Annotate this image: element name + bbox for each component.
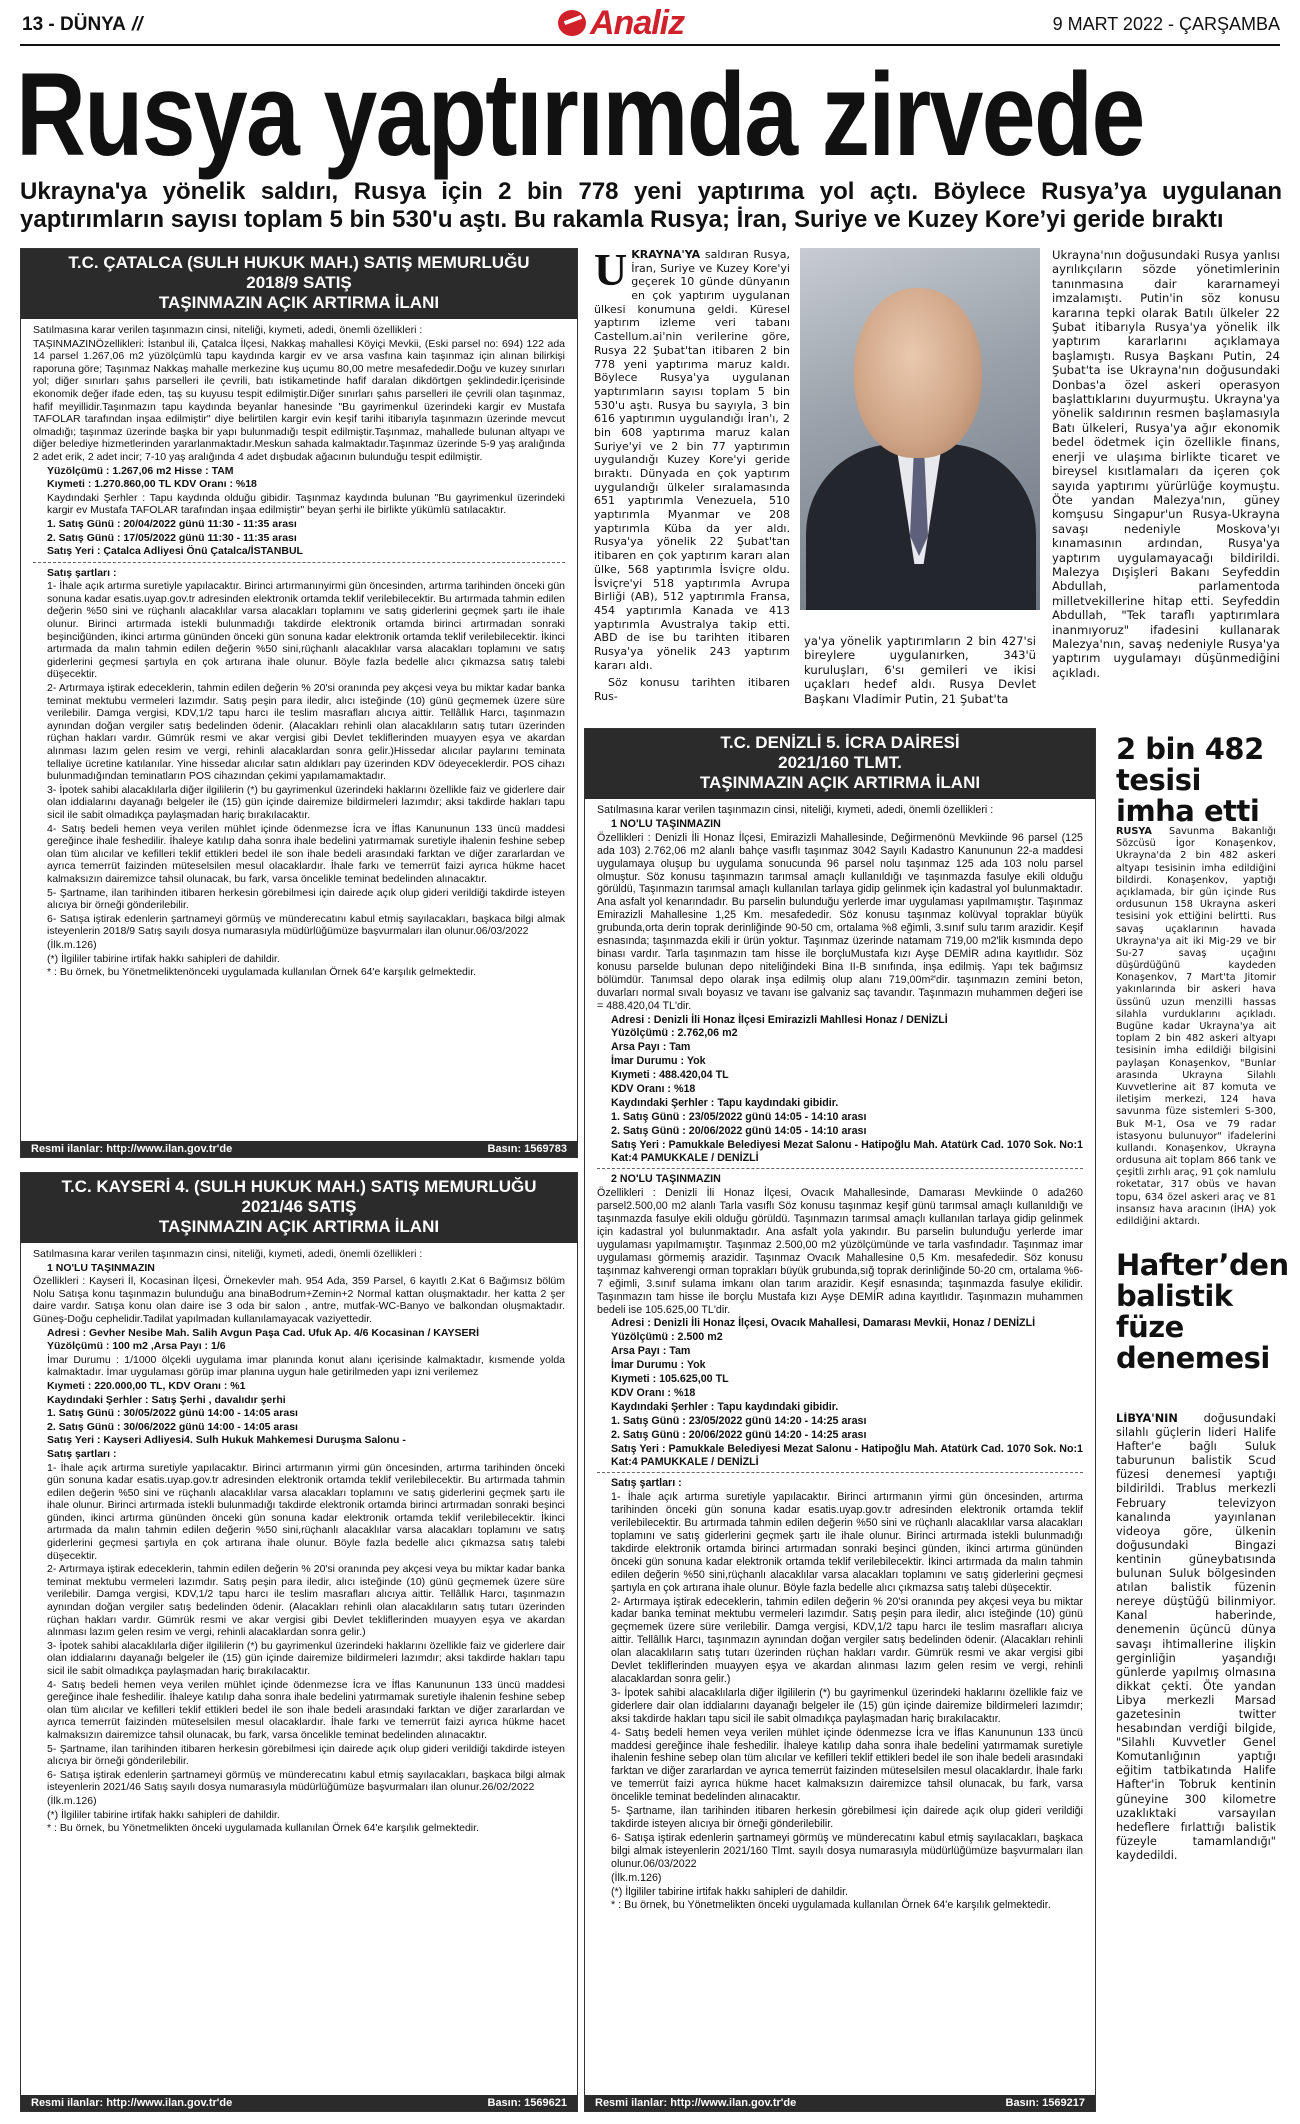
notice-field: İmar Durumu : Yok — [611, 1055, 706, 1068]
notice-field: Adresi : Denizli İli Honaz İlçesi, Ovacık Mahallesi, Damarası Mevkii, Honaz / DENİZLİ — [611, 1317, 1036, 1330]
notice-note: * : Bu örnek, bu Yönetmeliktenönceki uygulamada kullanılan Örnek 64'e karşılık gelmektedir. — [47, 966, 477, 979]
notice-item-title: 1 NO'LU TAŞINMAZIN — [611, 817, 721, 830]
notice-footer-code: Basın: 1569217 — [1005, 2097, 1085, 2109]
notice-field: Satış Yeri : Çatalca Adliyesi Önü Çatalca/İSTANBUL — [47, 545, 303, 558]
condition-item: 1- İhale açık artırma suretiyle yapılacaktır. Birinci artırmanınyirmi gün öncesinden, artırma tarihinden önceki gün sonuna kadar esatis.uyap.gov.tr adresinden elektronik ortamda teklif verilebilecektir. Bu artırmada tahmin edilen değerin %50 sini ve rüçhanlı alacaklılar varsa alacakları toplamını ve satış giderlerini geçmek şartı ile ihale olunur. Birinci artırmada istekli bulunmadığı takdirde elektronik ortamda birinci artırmadan sonraki beşinciğünden, ikinci artırma gününden önceki gün sonuna kadar elektronik ortamda teklif verilebilecektir. İkinci artırmada da malın tahmin edilen değerin %50 sini,rüçhanlı alacaklılar varsa alacakları toplamını ve satış giderlerini geçmesi şartıyla en çok artırana ihale olunur. Böyle fazla bedelle alıcı çıkmazsa satış talebi düşecektir. — [47, 580, 565, 681]
page-section-label — [22, 14, 142, 36]
notice-field: Kaydındaki Şerhler : Tapu kaydındaki gibidir. — [611, 1096, 839, 1109]
notice-title-line: TAŞINMAZIN AÇIK ARTIRMA İLANI — [158, 293, 440, 312]
side-story-paragraph — [1116, 826, 1276, 1228]
side-story-text: Savunma Bakanlığı Sözcüsü İgor Konaşenkov, Ukrayna'da 2 bin 482 askeri altyapı tesisinin imha edildiğini bildirdi. Konaşenkov, yaptığı açıklamada, bir gün içinde Rus ordusunun 158 Ukrayna askeri tesisini yok ettiğini belirtti. Rus savaş uçaklarının havada Ukrayna'ya ait iki Mig-29 ve bir Su-27 savaş uçağını düşürdüğünü kaydeden Konaşenkov, 7 Mart'ta Jitomir yakınlarında bir askeri hava üssünü uzun menzilli hassas silahla vurduklarını açıkladı. Bugüne kadar Ukrayna'ya ait toplam 2 bin 482 askeri altyapı tesisinin imha edildiği bilgisini paylaşan Konaşenkov, "Bunlar arasında Ukrayna Silahlı Kuvvetlerine ait 87 komuta ve iletişim merkezi, 124 hava savunma füze sistemleri S-300, Buk M-1, Osa ve 79 radar istasyonu bulunuyor" ifadelerini kullandı. Konaşenkov, Ukrayna ordusuna ait toplam 866 tank ve çeşitli zırhlı araç, 91 çok namlulu roketatar, 317 obüs ve havan topu, 634 özel askeri araç ve 81 insansız hava aracının (İHA) yok edildiğini aktardı. — [1116, 826, 1276, 1227]
notice-field: Kaydındaki Şerhler : Satış Şerhi , davalıdır şerhi — [47, 1393, 286, 1406]
condition-item: 1- İhale açık artırma suretiyle yapılacaktır. Birinci artırmanın yirmi gün öncesinden, artırma tarihinden önceki gün sonuna kadar esatis.uyap.gov.tr adresinden elektronik ortamda teklif verilebilecektir. Bu artırmada tahmin edilen değerin %50 sini ve rüçhanlı alacaklılar varsa alacakları toplamını ve satış giderlerini geçmek şartı ile ihale olunur. Birinci artırmada istekli bulunmadığı takdirde elektronik ortamda birinci artırmadan sonraki beşinci günden, ikinci artırma gününden önceki gün sonuna kadar elektronik ortamda teklif verilebilecektir. İkinci artırmada da malın tahmin edilen değerin %50 sini,rüçhanlı alacaklılar varsa alacakları toplamını ve satış giderlerini geçmesi şartıyla en çok artırana ihale olunur. Böyle fazla bedelle alıcı çıkmazsa satış talebi düşecektir. — [611, 1491, 1083, 1594]
logo-wordmark: Analiz — [590, 4, 685, 42]
notice-field: 2. Satış Günü : 20/06/2022 günü 14:20 - 14:25 arası — [611, 1428, 867, 1441]
notice-note: (*) İlgililer tabirine irtifak hakkı sahipleri de dahildir. — [47, 952, 280, 965]
slash-decoration: // — [131, 14, 143, 35]
notice-field: Arsa Payı : Tam — [611, 1041, 691, 1054]
article-column-3 — [1052, 248, 1280, 718]
notice-intro: Satılmasına karar verilen taşınmazın cinsi, niteliği, kıymeti, adedi, önemli özellikleri : — [597, 804, 994, 816]
condition-item: 5- Şartname, ilan tarihinden itibaren herkesin görebilmesi için dairede açık olup gideri verildiği takdirde isteyen alıcıya bir örneği gönderilebilir. — [47, 1742, 565, 1768]
condition-item: 6- Satışa iştirak edenlerin şartnameyi görmüş ve münderecatını kabul etmiş sayılacakları, başkaca bilgi almak isteyenlerin 2018/9 Satış sayılı dosya numarasıyla müdürlüğümüze başvurmaları ilan olunur.06/03/2022 — [47, 912, 565, 938]
notice-title-line: T.C. KAYSERİ 4. (SULH HUKUK MAH.) SATIŞ MEMURLUĞU — [61, 1177, 537, 1196]
notice-field: İmar Durumu : 1/1000 ölçekli uygulama imar planında konut alanı içerisinde kalmaktadır, kısmende yolda kalmaktadır. İmar uygulaması görüp imar planına uygun hale getirilmeden yapı izni verilemez — [47, 1353, 565, 1379]
article-text: saldıran Rusya, İran, Suriye ve Kuzey Kore'yi geçerek 10 günde dünyanın en çok yaptırım uygulanan ülkesi konumuna geldi. Küresel yaptırım izleme veri tabanı Castellum.ai'nin verilerine göre, Rusya 22 Şubat'tan itibaren 2 bin 778 yeni yaptırıma maruz kaldı. Böylece Rusya'ya uygulanan yaptırımların sayısı toplam 5 bin 530'u aştı. Rusya bu sayıyla, 3 bin 616 yaptırımın uygulandığı İran'ı, 2 bin 608 yaptırıma maruz kalan Suriye'yi ve 2 bin 77 yaptırımın uygulandığı Kuzey Kore'yi geride bıraktı. Dünyada en çok yaptırım uygulandığı ülkeler sıralamasında 651 yaptırımla Venezuela, 510 yaptırımla Myanmar ve 208 yaptırımla Küba da yer aldı. Rusya'ya yönelik 22 Şubat'tan itibaren en çok yaptırım kararı alan ülke, 568 yaptırımla İsviçre oldu. İsviçre'yi 518 yaptırımla Avrupa Birliği (AB), 512 yaptırımla Fransa, 454 yaptırımla Kanada ve 413 yaptırımla Avustralya takip etti. ABD de ise bu tarihten itibaren Rusya'ya yönelik 243 yaptırım kararı aldı. — [594, 248, 790, 672]
notice-intro: Satılmasına karar verilen taşınmazın cinsi, niteliği, kıymeti, adedi, önemli özellikleri : — [33, 324, 423, 336]
notice-footer-url: Resmi ilanlar: http://www.ilan.gov.tr'de — [31, 1143, 233, 1155]
page-label: 13 - DÜNYA — [22, 14, 126, 35]
notice-field: 1. Satış Günü : 23/05/2022 günü 14:20 - 14:25 arası — [611, 1414, 867, 1427]
side-story-paragraph — [1116, 1412, 1276, 1863]
notice-field: Kıymeti : 220.000,00 TL, KDV Oranı : %1 — [47, 1379, 246, 1392]
divider — [597, 1168, 1083, 1169]
notice-title-line: TAŞINMAZIN AÇIK ARTIRMA İLANI — [699, 773, 981, 792]
divider — [597, 1472, 1083, 1473]
legal-notice-kayseri — [20, 1172, 578, 2112]
notice-footer — [21, 2095, 577, 2111]
newspaper-logo — [558, 6, 748, 40]
notice-field: Kıymeti : 488.420,04 TL — [611, 1069, 729, 1082]
notice-description: Özellikleri : Denizli İli Honaz İlçesi, Ovacık Mahallesinde, Damarası Mevkiinde 0 ada260 parsel2.500,00 m2 alanlı Tarla vasıflı Söz konusu taşınmaz keşif günü tarımsal amaçlı kullanıldığı ve taşınmazda fasulye ekili olduğu görüldü. Taşınmazın tarımsal amaçlı kullanılan tarlaya gidip gelinmek için kadastral yol bulunmaktadır. Ana asfalt yola yakındır. Bu parselin bulunduğu yerlerde imar uygulaması yapılmamıştır. Taşınmaz 2.500,00 m2 yüzölçümünde ve tarla vasfındadır. Taşınmaz imar uygulaması görmemiş arazidir. Taşınmaz Ovacık Mahallesine 0,5 Km. mesafededir. Söz konusu taşınmaz kahverengi orman toprakları büyük grubunda,sığ toprak derinliğinde 50-20 cm, ortalama %6-7 eğimli, 3.sınıf sulama imkanı olan tarım arazidir. Keşif esnasında; taşınmazda fasulye ekilidir. Taşınmazın tam hisse ile borçlu Mustafa kızı Ayşe DEMİR adına kayıtlıdır. Taşınmazın muhammen bedeli ise 105.625,00 TL'dir. — [597, 1187, 1083, 1316]
article-paragraph: Ukrayna'nın doğusundaki Rusya yanlısı ayrılıkçıların sözde yönetimlerinin tanınmasına dair kararnameyi imzalamıştı. Putin'in söz konusu kararına tepki olarak Batılı ülkeler 22 Şubat itibarıyla Rusya'ya yönelik ilk yaptırım kararlarını açıklamaya başlamıştı. Rusya Başkanı Putin, 24 Şubat'ta ise Ukrayna'nın doğusundaki Donbas'a özel askeri operasyon başlattıklarını duyurmuştu. Ukrayna'ya yönelik saldırının resmen başlamasıyla Batı ülkeleri, Rusya'ya ağır ekonomik bedel ödetmek için özellikle finans, enerji ve ulaşıma birlikte ticaret ve bireysel kısıtlamaları da içeren çok sayıda yaptırımı yürürlüğe koymuştu. Öte yandan Malezya'nın, güney komşusu Singapur'un Rusya-Ukrayna savaşı nedeniyle Moskova'yı kınamasının ardından, Rusya'ya yaptırım uygulamayacağı bildirildi. Malezya Dışişleri Bakanı Seyfeddin Abdullah, parlamentoda milletvekillerine hitap etti. Seyfeddin Abdullah, "Tek taraflı yaptırımlara inanmıyoruz" ifadesini kullanarak Malezya'nın, savaş nedeniyle Rusya'ya yaptırım uygulamayı düşünmediğini açıkladı. — [1052, 248, 1280, 680]
notice-field: Satış Yeri : Pamukkale Belediyesi Mezat Salonu - Hatipoğlu Mah. Atatürk Cad. 1070 Sok. No:1 Kat:4 PAMUKKALE / DENİZLİ — [611, 1442, 1083, 1468]
article-column-2 — [804, 634, 1036, 710]
notice-field: Yüzölçümü : 100 m2 ,Arsa Payı : 1/6 — [47, 1340, 226, 1353]
notice-title-line: 2021/46 SATIŞ — [241, 1197, 357, 1216]
notice-title-line: T.C. DENİZLİ 5. İCRA DAİRESİ — [720, 733, 960, 752]
notice-note: (İlk.m.126) — [47, 1794, 97, 1807]
subheadline: Ukrayna'ya yönelik saldırı, Rusya için 2 bin 778 yeni yaptırıma yol açtı. Böylece Rusya’ya uygulanan yaptırımların sayısı toplam 5 bin 530'u aştı. Bu rakamla Rusya; İran, Suriye ve Kuzey Kore’yi geride bıraktı — [20, 178, 1282, 233]
legal-notice-catalca — [20, 248, 578, 1158]
article-paragraph: ya'ya yönelik yaptırımların 2 bin 427'si bireylere uygulanırken, 343'ü kuruluşları, 6'sı gemileri ve ikisi uçakları hedef aldı. Rusya Devlet Başkanı Vladimir Putin, 21 Şubat'ta — [804, 634, 1036, 706]
notice-title-line: T.C. ÇATALCA (SULH HUKUK MAH.) SATIŞ MEMURLUĞU — [68, 253, 530, 272]
headline: Rusya yaptırımda zirvede — [16, 49, 1144, 181]
notice-description: Özellikleri : Kayseri İl, Kocasinan İlçesi, Örnekevler mah. 954 Ada, 359 Parsel, 6 kayıtlı 2.Kat 6 Bağımsız bölüm Nolu Satışa konu taşınmazın bulunduğu ana binaBodrum+Zemin+2 Normal kattan oluşmaktadır. her katta 2 şer daire vardır. Satışa konu olan daire ise 3 oda bir salon , antre, mutfak-WC-Banyo ve balkondan oluşmaktadır. Güneş-Doğu cephelidir.Tadilat yapılmadan kullanılamayacak vaziyettedir. — [33, 1275, 565, 1325]
condition-item: 3- İpotek sahibi alacaklılarla diğer ilgililerin (*) bu gayrimenkul üzerindeki haklarını özellikle faiz ve giderlere dair olan iddialarını dayanağı belgeler ile (15) gün içinde dairemize bildirmeleri lazımdır; aksi takdirde hakları tapu sicil ile sabit olmadıkça paylaşmadan hariç bırakılacaktır. — [47, 1639, 565, 1677]
notice-item-title: 2 NO'LU TAŞINMAZIN — [611, 1173, 721, 1186]
notice-field: KDV Oranı : %18 — [611, 1386, 696, 1399]
notice-field: 2. Satış Günü : 20/06/2022 günü 14:05 - 14:10 arası — [611, 1124, 867, 1137]
notice-item-title: 1 NO'LU TAŞINMAZIN — [47, 1261, 155, 1274]
article-lead: KRAYNA'YA — [631, 248, 701, 261]
side-story-1-body — [1116, 826, 1276, 1246]
divider — [33, 562, 565, 563]
side-story-lead: RUSYA — [1116, 826, 1152, 837]
conditions-title: Satış şartları : — [611, 1477, 682, 1490]
article-paragraph — [594, 248, 790, 672]
notice-footer-code: Basın: 1569621 — [487, 2097, 567, 2109]
condition-item: 5- Şartname, ilan tarihinden itibaren herkesin görebilmesi için dairede açık olup gideri verildiği takdirde isteyen alıcıya bir örneği gönderilebilir. — [611, 1805, 1083, 1830]
notice-body — [21, 1243, 577, 2091]
notice-body — [585, 799, 1095, 2091]
issue-date: 9 MART 2022 - ÇARŞAMBA — [1052, 14, 1280, 34]
notice-field: Yüzölçümü : 2.500 m2 — [611, 1331, 723, 1344]
conditions-title: Satış şartları : — [47, 1447, 117, 1460]
notice-field: Arsa Payı : Tam — [611, 1345, 691, 1358]
condition-item: 3- İpotek sahibi alacaklılarla diğer ilgililerin (*) bu gayrimenkul üzerindeki haklarını özellikle faiz ve giderlere dair olan iddialarını dayanağı belgeler ile (15) gün içinde dairemize bildirmeleri lazımdır; aksi takdirde hakları tapu sicil ile sabit olmadıkça paylaşmadan hariç bırakılacaktır. — [47, 783, 565, 821]
photo-head — [854, 288, 982, 458]
condition-item: 4- Satış bedeli hemen veya verilen mühlet içinde ödenmezse İcra ve İflas Kanununun 133 üncü maddesi gereğince ihale feshedilir. İhaleye katılıp daha sonra ihale bedelini yatırmamak suretiyle ihalenin feshine sebep olan tüm alıcılar ve kefilleri teklif ettikleri bedel ile son ihale bedeli arasındaki farktan ve diğer zararlardan ve ayrıca temerrüt faizinden müteselsilen mesul olacaklardır. İhale farkı ve temerrüt faizi ayrıca hükme hacet kalmaksızın dairemizce tahsil olunacak, bu fark, varsa öncelikle teminat bedelinden alınacaktır. — [47, 822, 565, 885]
notice-title-line: 2021/160 TLMT. — [778, 753, 902, 772]
side-story-2-body — [1116, 1412, 1276, 2112]
notice-field: Kaydındaki Şerhler : Tapu kaydındaki gibidir. — [611, 1400, 839, 1413]
condition-item: 4- Satış bedeli hemen veya verilen mühlet içinde ödenmezse İcra ve İflas Kanununun 133 üncü maddesi gereğince ihale feshedilir. İhaleye katılıp daha sonra ihale bedelini yatırmamak suretiyle ihalenin feshine sebep olan tüm alıcılar ve kefilleri teklif ettikleri bedel ile son ihale bedeli arasındaki farktan ve diğer zararlardan ve ayrıca temerrüt faizinden müteselsilen mesul olacaklardır. İhale farkı ve temerrüt faizi ayrıca hükme hacet kalmaksızın dairemizce tahsil olunacak, bu fark, varsa öncelikle teminat bedelinden alınacaktır. — [611, 1726, 1083, 1804]
dropcap: U — [594, 248, 628, 295]
notice-description: TAŞINMAZINÖzellikleri: İstanbul ili, Çatalca İlçesi, Nakkaş mahallesi Köyiçi Mevkii, (Eski parsel no: 694) 122 ada 14 parsel 1.267,06 m2 yüzölçümlü tapu kaydında kargir ev ve arsa vasfına kain taşınmaz için alınan bilirkişi raporuna göre; Taşınmaz Nakkaş mahalle merkezine kuş uçumu 80,00 metre mesafededir.Doğu ve kuzey sınırları yol; diğer sınırları şahıs parselleri ile çevrili, batı istikametinde hafif daralan dikdörtgen şeklindedir.İçerisinde ekonomik değer ifade eden, taş su kuyusu tespit edilmiştir.Diğer sınırları şahıs parselleri ile çevrili olan taşınmaz, hafif meyillidir.Taşınmazın tapu kaydında beyanlar hanesinde "Bu gayrimenkul üzerindeki kargir ev Mustafa TAFOLAR tarafından inşaa edilmiştir" diye belirtilen kargir evin keşif tarihi itibarıyla taşınmazın üzerinde mevcut olmadığı; taşınmaz üzerinde başka bir yapı bulunmadığı tespit edilmiştir.Taşınmaz, mahallede bulunan altyapı ve diğer belediye hizmetlerinden yararlanmaktadır.Meskun sahada kalmaktadır.Taşınmaz üzerinde 5-9 yaş aralığında 2 adet erik, 2 adet incir; 7-10 yaş aralığında 4 adet dışbudak ağacının bulunduğu tespit edilmiştir. — [33, 337, 565, 463]
notice-note: (İlk.m.126) — [47, 938, 97, 951]
notice-title-line: 2018/9 SATIŞ — [246, 273, 352, 292]
side-story-text: doğusundaki silahlı güçlerin lideri Halife Hafter'e bağlı Suluk taburunun balistik Scud füzesi denemesi yaptığı bildirildi. Trablus merkezli February televizyon kanalında yayınlanan videoya göre, ülkenin doğusundaki Bingazi kentinin güneybatısında bulunan Suluk bölgesinden atılan balistik füzenin nereye düştüğü bilinmiyor. Kanal haberinde, denemenin üçüncü dünya savaşı ihtimallerine ilişkin gerginliğin yaşandığı günlerde yapılmış olmasına dikkat çekti. Öte yandan Libya merkezli Marsad gazetesinin twitter hesabından verdiği bilgide, "Silahlı Kuvvetler Genel Komutanlığının yaptığı eğitim tatbikatında Halife Hafter'in Tobruk kentinin güneyine 300 kilometre uzaklıktaki varsayılan hedeflere fırlattığı balistik füzeyle tamamlandığı" kaydedildi. — [1116, 1412, 1276, 1862]
notice-note: (*) İlgililer tabirine irtifak hakkı sahipleri de dahildir. — [611, 1885, 849, 1898]
notice-field: İmar Durumu : Yok — [611, 1359, 706, 1372]
notice-title — [21, 249, 577, 319]
side-story-1-title: 2 bin 482 tesisi imha etti — [1116, 732, 1264, 828]
notice-title — [21, 1173, 577, 1243]
notice-field: Satış Yeri : Pamukkale Belediyesi Mezat Salonu - Hatipoğlu Mah. Atatürk Cad. 1070 Sok. No:1 Kat:4 PAMUKKALE / DENİZLİ — [611, 1138, 1083, 1164]
notice-field: Satış Yeri : Kayseri Adliyesi4. Sulh Hukuk Mahkemesi Duruşma Salonu - — [47, 1434, 406, 1447]
notice-field: Adresi : Denizli İli Honaz İlçesi Emirazizli Mahllesi Honaz / DENİZLİ — [611, 1013, 948, 1026]
notice-title — [585, 729, 1095, 799]
side-story-lead: LİBYA'NIN — [1116, 1412, 1178, 1425]
notice-footer-url: Resmi ilanlar: http://www.ilan.gov.tr'de — [31, 2097, 233, 2109]
notice-field: KDV Oranı : %18 — [611, 1083, 696, 1096]
condition-item: 2- Artırmaya iştirak edeceklerin, tahmin edilen değerin % 20'si oranında pey akçesi veya bu miktar kadar banka teminat mektubu vermeleri lazımdır. Satış peşin para iledir, alıcı isteğinde (10) günü geçmemek üzere süre verilebilir. Damga vergisi, KDV,1/2 tapu harcı ile teslim masrafları alıcıya aittir. Tellâllık Harcı, taşınmazın aynından doğan vergiler satış bedelinden ödenir. (Alacakları rehinli olan alacaklıların satış tutarı üzerinden rüçhan hakları vardır. Gümrük resmi ve akar vergisi gibi Devlet tekliflerinden muayyen eşya ve akardan alınması lazım gelen resim ve vergi, rehinli alacaklardan sonra gelir.) — [611, 1595, 1083, 1685]
notice-field: 1. Satış Günü : 20/04/2022 günü 11:30 - 11:35 arası — [47, 517, 297, 530]
notice-field: Yüzölçümü : 2.762,06 m2 — [611, 1027, 738, 1040]
notice-intro: Satılmasına karar verilen taşınmazın cinsi, niteliği, kıymeti, adedi, önemli özellikleri : — [33, 1248, 423, 1260]
notice-field: Kaydındaki Şerhler : Tapu kaydında olduğu gibidir. Taşınmaz kaydında bulunan "Bu gayrimenkul üzerindeki kargir ev Mustafa TAFOLAR tarafından inşaa edilmiştir" beyan şerhi ile birlikte yükümlü satılacaktır. — [47, 491, 565, 517]
notice-note: * : Bu örnek, bu Yönetmelikten önceki uygulamada kullanılan Örnek 64'e karşılık gelmektedir. — [47, 1822, 479, 1835]
notice-field: 1. Satış Günü : 23/05/2022 günü 14:05 - 14:10 arası — [611, 1110, 867, 1123]
condition-item: 6- Satışa iştirak edenlerin şartnameyi görmüş ve münderecatını kabul etmiş sayılacakları, başkaca bilgi almak isteyenlerin 2021/46 Satış sayılı dosya numarasıyla müdürlüğümüze başvurmaları ilan olunur.26/02/2022 — [47, 1768, 565, 1794]
header-rule — [20, 44, 1280, 46]
article-column-1 — [594, 248, 790, 718]
conditions-title: Satış şartları : — [47, 566, 117, 579]
condition-item: 4- Satış bedeli hemen veya verilen mühlet içinde ödenmezse İcra ve İflas Kanununun 133 üncü maddesi gereğince ihale feshedilir. İhaleye katılıp daha sonra ihale bedelini yatırmamak suretiyle ihalenin feshine sebep olan tüm alıcılar ve kefilleri teklif ettikleri bedel ile son ihale bedeli arasındaki farktan ve diğer zararlardan ve ayrıca temerrüt faizinden müteselsilen mesul olacaklardır. İhale farkı ve temerrüt faizi ayrıca hükme hacet kalmaksızın dairemizce tahsil olunacak, bu fark, varsa öncelikle teminat bedelinden alınacaktır. — [47, 1678, 565, 1741]
condition-item: 2- Artırmaya iştirak edeceklerin, tahmin edilen değerin % 20'si oranında pey akçesi veya bu miktar kadar banka teminat mektubu vermeleri lazımdır. Satış peşin para iledir, alıcı isteğinde (10) günü geçmemek üzere süre verilebilir. Damga vergisi, KDV,1/2 tapu harcı ile teslim masrafları alıcıya aittir. Tellâllık Harcı, taşınmazın aynından doğan vergiler satış bedelinden ödenir. (Alacakları rehinli olan alacaklıların satış tutarı üzerinden rüçhan hakları vardır. Gümrük resmi ve akar vergisi gibi Devlet tekliflerinden muayyen eşya ve akardan alınması lazım gelen resim ve vergi, rehinli alacaklardan sonra gelir.)Hissedar alıcılar paylarını teminata tellaliye ücretine katılanılar. Yine hissedar alıcılar satın aldıkları pay üzerinden KDV ödeyeceklerdir. POS cihazı bulunmadığından teminatların POS cihazından çekimi yapılamamaktadır. — [47, 682, 565, 783]
notice-body — [21, 319, 577, 1137]
notice-footer — [21, 1141, 577, 1157]
notice-note: * : Bu örnek, bu Yönetmelikten önceki uygulamada kullanılan Örnek 64'e karşılık gelmektedir. — [611, 1899, 1051, 1912]
notice-note: (İlk.m.126) — [611, 1871, 662, 1884]
notice-field: Kıymeti : 1.270.860,00 TL KDV Oranı : %18 — [47, 478, 257, 491]
notice-footer-code: Basın: 1569783 — [487, 1143, 567, 1155]
notice-footer-url: Resmi ilanlar: http://www.ilan.gov.tr'de — [595, 2097, 797, 2109]
notice-field: 2. Satış Günü : 17/05/2022 günü 11:30 - 11:35 arası — [47, 531, 297, 544]
condition-item: 1- İhale açık artırma suretiyle yapılacaktır. Birinci artırmanın yirmi gün öncesinden, artırma tarihinden önceki gün sonuna kadar esatis.uyap.gov.tr adresinden elektronik ortamda teklif verilebilecektir. Bu artırmada tahmin edilen değerin %50 sini ve rüçhanlı alacaklılar varsa alacakları toplamını ve satış giderlerini geçmek şartı ile ihale olunur. Birinci artırmada istekli bulunmadığı takdirde elektronik ortamda birinci artırmadan sonraki beşinci günden, ikinci artırma gününden önceki gün sonuna kadar elektronik ortamda teklif verilebilecektir. İkinci artırmada da malın tahmin edilen değerin %50 sini,rüçhanlı alacaklılar varsa alacakları toplamını ve satış giderlerini geçmesi şartıyla en çok artırana ihale olunur. Böyle fazla bedelle alıcı çıkmazsa satış talebi düşecektir. — [47, 1461, 565, 1562]
logo-mark-icon — [558, 10, 586, 36]
notice-field: Adresi : Gevher Nesibe Mah. Salih Avgun Paşa Cad. Ufuk Ap. 4/6 Kocasinan / KAYSERİ — [47, 1326, 479, 1339]
putin-photo — [800, 248, 1040, 610]
side-story-2-title: Hafter’den balistik füze denemesi — [1116, 1248, 1289, 1375]
notice-field: Kıymeti : 105.625,00 TL — [611, 1373, 729, 1386]
notice-title-line: TAŞINMAZIN AÇIK ARTIRMA İLANI — [158, 1217, 440, 1236]
condition-item: 2- Artırmaya iştirak edeceklerin, tahmin edilen değerin % 20'si oranında pey akçesi veya bu miktar kadar banka teminat mektubu vermeleri lazımdır. Satış peşin para iledir, alıcı isteğinde (10) günü geçmemek üzere süre verilebilir. Damga vergisi, KDV,1/2 tapu harcı ile teslim masrafları alıcıya aittir. Tellâllık Harcı, taşınmazın aynından doğan vergiler satış bedelinden ödenir. (Alacakları rehinli olan alacaklıların satış tutarı üzerinden rüçhan hakları vardır. Gümrük resmi ve akar vergisi gibi Devlet tekliflerinden muayyen eşya ve akardan alınması lazım gelen resim ve vergi, rehinli alacaklardan sonra gelir.) — [47, 1563, 565, 1639]
condition-item: 6- Satışa iştirak edenlerin şartnameyi görmüş ve münderecatını kabul etmiş sayılacakları, başkaca bilgi almak isteyenlerin 2021/160 Tlmt. sayılı dosya numarasıyla müdürlüğümüze başvurmaları ilan olunur.06/03/2022 — [611, 1831, 1083, 1870]
notice-field: 1. Satış Günü : 30/05/2022 günü 14:00 - 14:05 arası — [47, 1407, 298, 1420]
notice-note: (*) İlgililer tabirine irtifak hakkı sahipleri de dahildir. — [47, 1808, 280, 1821]
condition-item: 5- Şartname, ilan tarihinden itibaren herkesin görebilmesi için dairede açık olup gideri verildiği takdirde isteyen alıcıya bir örneği gönderilebilir. — [47, 886, 565, 912]
notice-description: Özellikleri : Denizli İli Honaz İlçesi, Emirazizli Mahallesinde, Değirmenönü Mevkiinde 96 parsel (125 ada 103) 2.762,06 m2 alanlı bahçe vasıflı taşınmaz 3042 Sayılı Kadastro Kanununun 22-a maddesi uygulamaya oluşup bu uygulama sonucunda 96 parsel nolu taşınmaz 125 ada 103 nolu parsel olmuştur. Söz konusu taşınmazın tarımsal amaçlı kullanıldığı ve taşınmazda fasulye ekili olduğu görüldü, Taşınmazın tarımsal amaçlı kullanılan tarlaya gidip gelinmek için kadastral yol bulunmaktadır. Ana asfalt yol kenarındadır. Bu parselin bulunduğu yerlerde imar uygulaması yapılmamıştır. Taşınmaz Emirazizli Mahallesine 1,25 Km. mesafededir. Söz konusu taşınmaz kolüvyal topraklar büyük grubunda,orta derin toprak derinliğinde 90-50 cm, ortalama %8 eğimli, 3.sınıf sulu tarım arazidir. Keşif esnasında; taşınmazda ekili ir ürün yoktur. Taşınmaz üzerinde natamam 719,00 m2'lik kısmında depo binası vardır. Tarla taşınmazın tam hisse ile borçluMustafa kızı Ayşe DEMİR adına kayıtlıdır. Söz konusu parselde bulunan depo niteliğindeki Bina II-B sınıfında, inşa edilmiş. Yapı tek bağımsız bölümdür. Tanımsal depo olarak inşa edilmiş olup alanı 719,00m²'dir. taşınmazın zemini beton, duvarları normal sıvalı boyasız ve tavanı ise galvaniz saç tavandır. Taşınmazın muhammen değeri ise = 488.420,04 TL'dir. — [597, 831, 1083, 1012]
legal-notice-denizli — [584, 728, 1096, 2112]
notice-field: Yüzölçümü : 1.267,06 m2 Hisse : TAM — [47, 464, 234, 477]
notice-footer — [585, 2095, 1095, 2111]
notice-field: 2. Satış Günü : 30/06/2022 günü 14:00 - 14:05 arası — [47, 1420, 298, 1433]
article-paragraph: Söz konusu tarihten itibaren Rus- — [594, 676, 790, 703]
condition-item: 3- İpotek sahibi alacaklılarla diğer ilgililerin (*) bu gayrimenkul üzerindeki haklarını özellikle faiz ve giderlere dair olan iddialarını dayanağı belgeler ile (15) gün içinde dairemize bildirmeleri lazımdır; aksi takdirde hakları tapu sicil ile sabit olmadıkça paylaşmadan hariç bırakılacaktır. — [611, 1686, 1083, 1725]
